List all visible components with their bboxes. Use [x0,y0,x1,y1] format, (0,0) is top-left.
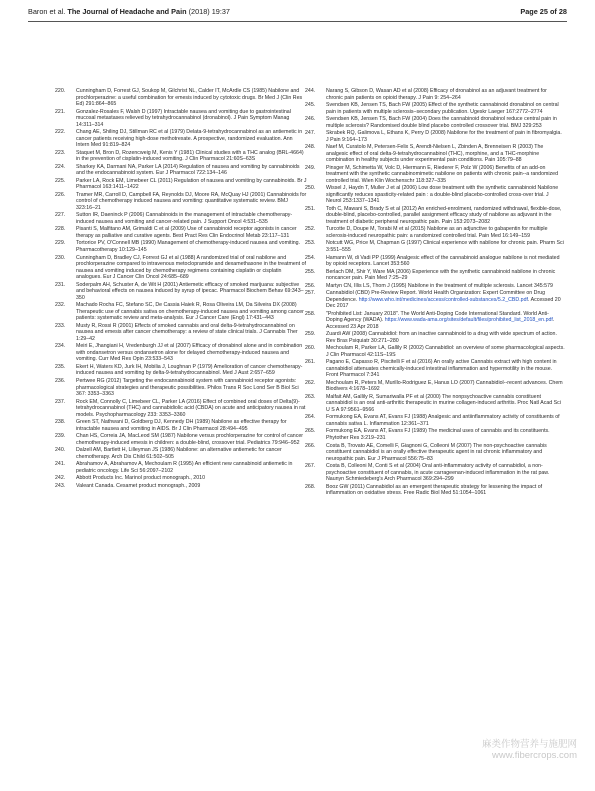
reference-item [55,150,307,163]
reference-number: 233. [55,322,66,329]
reference-number: 235. [55,363,66,370]
reference-text: Green ST, Nathwani D, Goldberg DJ, Kennedy DH (1989) Nabilone as effective therapy for intractable nausea and vomiting in AIDS. Br J Clin Pharmacol 28:494–495 [76,419,287,432]
reference-text: Tortorice PV, O'Connell MB (1990) Management of chemotherapy-induced nausea and vomiting. Pharmacotherapy 10:129–145 [76,240,301,254]
reference-item [55,192,307,212]
reference-number: 242. [55,475,66,482]
watermark [482,739,577,761]
reference-item [305,116,565,129]
reference-item [305,290,565,310]
reference-number: 246. [305,116,316,123]
reference-text: Gonzalez-Rosales F, Walsh D (1997) Intractable nausea and vomiting due to gastrointestinal mucosal metastases relieved by tetrahydrocannabinol (dronabinol). J Pain Symptom Manag 14:311–314 [76,108,291,128]
reference-text: Turcotte D, Doupe M, Torabi M et al (2015) Nabilone as an adjunctive to gabapentin for multiple sclerosis-induced neuropathic pain: a randomized controlled trial. Pain Med 16:149–159 [326,226,548,239]
reference-number: 255. [305,268,316,275]
reference-number: 250. [305,185,316,192]
reference-text: Naef M, Curatolo M, Petersen-Felix S, Arendt-Nielsen L, Zbinden A, Brenneisen R (2003) The analgesic effect of oral delta-9-tetrahydrocannabinol (THC), morphine, and a THC-morphine combination in healthy subjects under experimental pain conditions. Pain 105:79–88 [326,144,544,164]
reference-number: 264. [305,414,316,421]
reference-text: Hamann W, di Vadi PP (1999) Analgesic effect of the cannabinoid analogue nabilone is not mediated by opioid receptors. Lancet 353:560 [326,254,560,268]
reference-number: 236. [55,377,66,384]
reference-accessed: . Accessed 20 Dec 2017 [326,296,561,310]
reference-text: Staquet M, Bron D, Rozencweig M, Kenis Y (1981) Clinical studies with a THC analog (BRL-4664) in the prevention of cisplatin-induced vomiting. J Clin Pharmacol 21:60S–63S [76,149,304,163]
reference-item [305,414,565,427]
reference-item [55,364,307,377]
reference-number: 261. [305,359,316,366]
reference-item [55,109,307,129]
reference-text: Abrahamov A, Abrahamov A, Mechoulam R (1995) An efficient new cannabinoid antiemetic in pediatric oncology. Life Sci 56:2097–2102 [76,461,293,474]
reference-item [55,475,307,482]
reference-text: Narang S, Gibson D, Wasan AD et al (2008) Efficacy of dronabinol as an adjuvant treatment for chronic pain patients on opioid therapy. J Pain 9: 254–264 [326,88,547,101]
reference-item [305,130,565,143]
reference-number: 222. [55,129,66,136]
reference-text: Wissel J, Haydn T, Muller J et al (2006) Low dose treatment with the synthetic cannabinoid Nabilone significantly reduces spasticity-related pain : a double-blind placebo-controlled cross-over trial. J Neurol 253:1337–1341 [326,185,559,205]
reference-number: 237. [55,398,66,405]
reference-number: 228. [55,226,66,233]
reference-text: Svendsen KB, Jensen TS, Bach FW (2004) Does the cannabinoid dronabinol reduce central pain in multiple sclerosis? Randomised double blind placebo controlled crossover trial. BMJ 329:253 [326,116,557,129]
header-journal: The Journal of Headache and Pain [67,7,187,16]
reference-item [305,185,565,205]
reference-number: 220. [55,88,66,94]
reference-text: Cannabidiol (CBD) Pre-Review Report. World Health Organization: Expert Committee on Drug Dependence. [326,290,546,303]
reference-item [55,378,307,398]
reference-number: 234. [55,343,66,350]
reference-item [305,226,565,239]
reference-text: Zuardi AW (2008) Cannabidiol: from an inactive cannabinoid to a drug with wide spectrum of action. Rev Bras Psiquiatr 30:271–280 [326,331,557,344]
reference-number: 263. [305,393,316,400]
reference-number: 266. [305,442,316,449]
reference-number: 229. [55,240,66,247]
reference-item [305,484,565,497]
reference-item [55,255,307,281]
reference-item [305,144,565,164]
reference-text: Ekert H, Waters KD, Jurk IH, Mobilia J, Loughnan P (1979) Amelioration of cancer chemotherapy-induced nausea and vomiting by delta-9-tetrahydrocannabinol. Med J Aust 2:657–659 [76,363,303,377]
reference-item [55,240,307,253]
reference-item [305,240,565,253]
reference-number: 258. [305,310,316,317]
reference-item [55,129,307,149]
reference-item [305,255,565,268]
reference-number: 256. [305,282,316,289]
reference-text: Mechoulam R, Parker LA, Gallily R (2002) Cannabidiol: an overview of some pharmacological aspects. J Clin Pharmacol 42:11S–19S [326,345,565,358]
reference-number: 262. [305,379,316,386]
reference-item [55,323,307,343]
reference-text: Pagano E, Capasso R, Piscitelli F et al (2016) An orally active Cannabis extract with high content in cannabidiol attenuates chemically-induced intestinal inflammation and hypermotility in the mouse. Front Pharmacol 7:341 [326,359,557,379]
reference-item [305,359,565,379]
reference-item [55,433,307,446]
reference-number: 232. [55,302,66,309]
reference-number: 221. [55,108,66,115]
reference-number: 230. [55,254,66,261]
reference-text: Cunningham D, Forrest GJ, Soukop M, Gilchrist NL, Calder IT, McArdle CS (1985) Nabilone and prochlorperazine: a useful combination for emesis induced by cytotoxic drugs. Br Med J (Clin Res Ed) 291:864–865 [76,88,303,108]
reference-number: 251. [305,205,316,212]
reference-text: Musty R, Rossi R (2001) Effects of smoked cannabis and oral delta-9-tetrahydrocannabinol on nausea and emesis after cancer chemotherapy: a review of state clinical trials. J Cannabis Ther 1:29–42 [76,322,298,342]
reference-item [305,165,565,185]
reference-number: 227. [55,212,66,219]
reference-text: Booz GW (2011) Cannabidiol as an emergent therapeutic strategy for lessening the impact of inflammation on oxidative stress. Free Radic Biol Med 51:1054–1061 [326,483,543,497]
header-year-volume: (2018) 19:37 [188,7,230,16]
reference-number: 245. [305,102,316,109]
reference-number: 225. [55,177,66,184]
reference-number: 259. [305,331,316,338]
reference-number: 224. [55,163,66,170]
reference-item [55,226,307,239]
reference-item [305,283,565,290]
reference-number: 252. [305,226,316,233]
reference-item [55,212,307,225]
reference-number: 244. [305,88,316,94]
reference-text: Costa B, Colleoni M, Conti S et al (2004) Oral anti-inflammatory activity of cannabidiol, a non-psychoactive constituent of cannabis, in acute carrageenan-induced inflammation in the rat paw. Naunyn Schmiedeberg's Arch Pharmacol 369:294–299 [326,463,550,483]
reference-text: Skrabek RQ, Galimova L, Ethans K, Perry D (2008) Nabilone for the treatment of pain in fibromyalgia. J Pain 9:164–173 [326,130,562,143]
reference-text: Formukong EA, Evans AT, Evans FJ (1989) The medicinal uses of cannabis and its constituents. Phytother Res 3:219–231 [326,428,550,442]
reference-number: 253. [305,240,316,247]
reference-item [305,443,565,463]
reference-text: Svendsen KB, Jensen TS, Bach FW (2005) Effect of the synthetic cannabinoid dronabinol on central pain in patients with multiple sclerosis–secondary publication. Ugeskr Laeger 167:2772–2774 [326,102,559,115]
reference-number: 238. [55,419,66,426]
reference-number: 260. [305,345,316,352]
reference-number: 231. [55,281,66,288]
reference-item [305,269,565,282]
page-number: Page 25 of 28 [520,7,567,16]
reference-text: Abbott Products Inc. Marinol product monograph., 2010 [76,475,205,482]
reference-number: 226. [55,191,66,198]
reference-text: Rock EM, Connolly C, Limebeer CL, Parker LA (2016) Effect of combined oral doses of Delta(9)-tetrahydrocannabinol (THC) and cannabidiolic acid (CBDA) on acute and anticipatory nausea in rat models. Psychopharmacology 233: 3353–3360 [76,398,306,418]
running-head [28,7,230,16]
reference-item [55,483,307,490]
reference-text: "Prohibited List: January 2018". The World Anti-Doping Code International Standard. World Anti-Doping Agency (WADA). [326,310,549,324]
reference-text: Notcutt WG, Price M, Chapman G (1997) Clinical experience with nabilone for chronic pain. Pharm Sci 3:551–555 [326,240,564,254]
reference-text: Berlach DM, Shir Y, Ware MA (2006) Experience with the synthetic cannabinoid nabilone in chronic noncancer pain. Pain Med 7:25–29 [326,268,556,282]
reference-number: 267. [305,463,316,470]
reference-text: Dalzell AM, Bartlett H, Lilleyman JS (1986) Nabilone: an alternative antiemetic for cancer chemotherapy. Arch Dis Child 61:502–505 [76,447,282,460]
reference-text: Pertwee RG (2012) Targeting the endocannabinoid system with cannabinoid receptor agonists: pharmacological strategies and therapeutic possibilities. Philos Trans R Soc Lond Ser B Biol Sci 367: 3353–3363 [76,377,299,398]
reference-item [305,102,565,115]
reference-item [305,394,565,414]
reference-item [55,88,307,108]
reference-number: 265. [305,428,316,435]
reference-text: Meiri E, Jhangiani H, Vredenburgh JJ et al (2007) Efficacy of dronabinol alone and in combination with ondansetron versus ondansetron alone for delayed chemotherapy-induced nausea and vomiting. Curr Med Res Opin 23:533–543 [76,343,303,363]
reference-item [55,164,307,177]
reference-item [55,419,307,432]
reference-text: Toth C, Mawani S, Brady S et al (2012) An enriched-enrolment, randomized withdrawal, flexible-dose, double-blind, placebo-controlled, parallel assignment efficacy study of nabilone as adjuvant in the treatment of diabetic peripheral neuropathic pain. Pain 153:2073–2082 [326,205,562,225]
reference-text: Sharkey KA, Darmani NA, Parker LA (2014) Regulation of nausea and vomiting by cannabinoids and the endocannabinoid system. Eur J Pharmacol 722:134–146 [76,163,300,177]
page-header [28,7,567,22]
reference-text: Parker LA, Rock EM, Limebeer CL (2011) Regulation of nausea and vomiting by cannabinoids. Br J Pharmacol 163:1411–1422 [76,177,307,191]
reference-item [55,461,307,474]
reference-text: Formukong EA, Evans AT, Evans FJ (1988) Analgesic and antiinflammatory activity of constituents of cannabis sativa L. Inflammation 12:361–371 [326,414,560,427]
reference-number: 268. [305,483,316,490]
reference-text: Costa B, Trovato AE, Comelli F, Giagnoni G, Colleoni M (2007) The non-psychoactive cannabis constituent cannabidiol is an orally effective therapeutic agent in rat chronic inflammatory and neuropathic pain. Eur J Pharmacol 556:75–83 [326,442,547,462]
reference-item [305,331,565,344]
reference-text: Chan HS, Correia JA, MacLeod SM (1987) Nabilone versus prochlorperazine for control of cancer chemotherapy-induced emesis in children: a double-blind, crossover trial. Pediatrics 79:946–952 [76,433,304,446]
reference-text: Valeant Canada. Cesamet product monograph., 2009 [76,482,201,489]
reference-text: Sutton IR, Daeninck P (2006) Cannabinoids in the management of intractable chemotherapy-induced nausea and vomiting and cancer-related pain. J Support Oncol 4:531–535 [76,212,293,225]
watermark-line-1: 麻类作物营养与施肥网 [481,739,577,750]
reference-item [305,88,565,101]
reference-text: Pinsger M, Schimetta W, Volc D, Hiermann E, Riederer F, Polz W (2006) Benefits of an add-on treatment with the synthetic cannabinomimetic nabilone on patients with chronic pain--a randomized controlled trial. Wien Klin Wochenschr 118:327–335 [326,164,558,184]
reference-item [305,380,565,393]
reference-text: Malfait AM, Gallily R, Sumariwalla PF et al (2000) The nonpsychoactive cannabis constituent cannabidiol is an oral anti-arthritic therapeutic in murine collagen-induced arthritis. Proc Natl Acad Sci U S A 97:9561–9566 [326,393,561,413]
reference-item [55,282,307,302]
reference-number: 247. [305,130,316,137]
reference-number: 241. [55,461,66,468]
reference-text: Martyn CN, Illis LS, Thom J (1995) Nabilone in the treatment of multiple sclerosis. Lancet 345:579 [326,282,553,289]
reference-number: 223. [55,149,66,156]
reference-item [305,206,565,226]
reference-number: 254. [305,254,316,261]
references-right-column [305,88,565,498]
reference-item [55,302,307,322]
reference-item [55,447,307,460]
reference-item [55,399,307,419]
reference-text: Mechoulam R, Peters M, Murillo-Rodriguez E, Hanus LO (2007) Cannabidiol--recent advances. Chem Biodivers 4:1678–1692 [326,379,563,393]
reference-text: Machado Rocha FC, Stefano SC, De Cassia Haiek R, Rosa Oliveira LM, Da Silveira DX (2008) Therapeutic use of cannabis sativa on chemotherapy-induced nausea and vomiting among cancer patients: systematic review and meta-analysis. Eur J Cancer Care (Engl) 17:431–443 [76,302,304,322]
reference-item [305,311,565,331]
references-left-column [55,88,307,490]
reference-number: 243. [55,482,66,489]
reference-item [305,345,565,358]
reference-text: Chang AE, Shiling DJ, Stillman RC et al (1979) Delata-9-tetrahydrocannabinol as an antiemetic in cancer patients receiving high-dose methotrexate. A prospective, randomized evaluation. Ann Intern Med 91:819–824 [76,129,303,149]
reference-item [305,463,565,483]
reference-text: Cunningham D, Bradley CJ, Forrest GJ et al (1988) A randomized trial of oral nabilone and prochlorperazine compared to intravenous metoclopramide and dexamethasone in the treatment of nausea and vomiting induced by chemotherapy regimens containing cisplatin or cisplatin analogues. Eur J Cancer Clin Oncol 24:685–689 [76,254,306,281]
reference-number: 248. [305,144,316,151]
reference-text: Pisanti S, Malfitano AM, Grimaldi C et al (2009) Use of cannabinoid receptor agonists in cancer therapy as palliative and curative agents. Best Pract Res Clin Endocrinol Metab 23:117–131 [76,226,297,239]
reference-item [55,178,307,191]
reference-text: Tramer MR, Carroll D, Campbell FA, Reynolds DJ, Moore RA, McQuay HJ (2001) Cannabinoids for control of chemotherapy induced nausea and vomiting: quantitative systematic review. BMJ 323:16–21 [76,191,307,211]
reference-number: 239. [55,433,66,440]
reference-number: 249. [305,164,316,171]
reference-text: Soderpalm AH, Schuster A, de Wit H (2001) Antiemetic efficacy of smoked marijuana: subjective and behavioral effects on nausea induced by syrup of ipecac. Pharmacol Biochem Behav 69:343–350 [76,281,304,301]
reference-accessed: . Accessed 23 Apr 2018 [326,317,555,330]
watermark-line-2: www.fibercrops.com [492,750,577,761]
reference-number: 257. [305,290,316,297]
reference-link[interactable]: https://www.wada-ama.org/sites/default/files/prohibited_list_2018_en.pdf [384,317,553,324]
reference-number: 240. [55,447,66,454]
reference-link[interactable]: http://www.who.int/medicines/access/controlled-substances/5.2_CBD.pdf [358,296,528,303]
reference-item [55,343,307,363]
header-authors: Baron et al. [28,7,66,16]
reference-item [305,428,565,441]
